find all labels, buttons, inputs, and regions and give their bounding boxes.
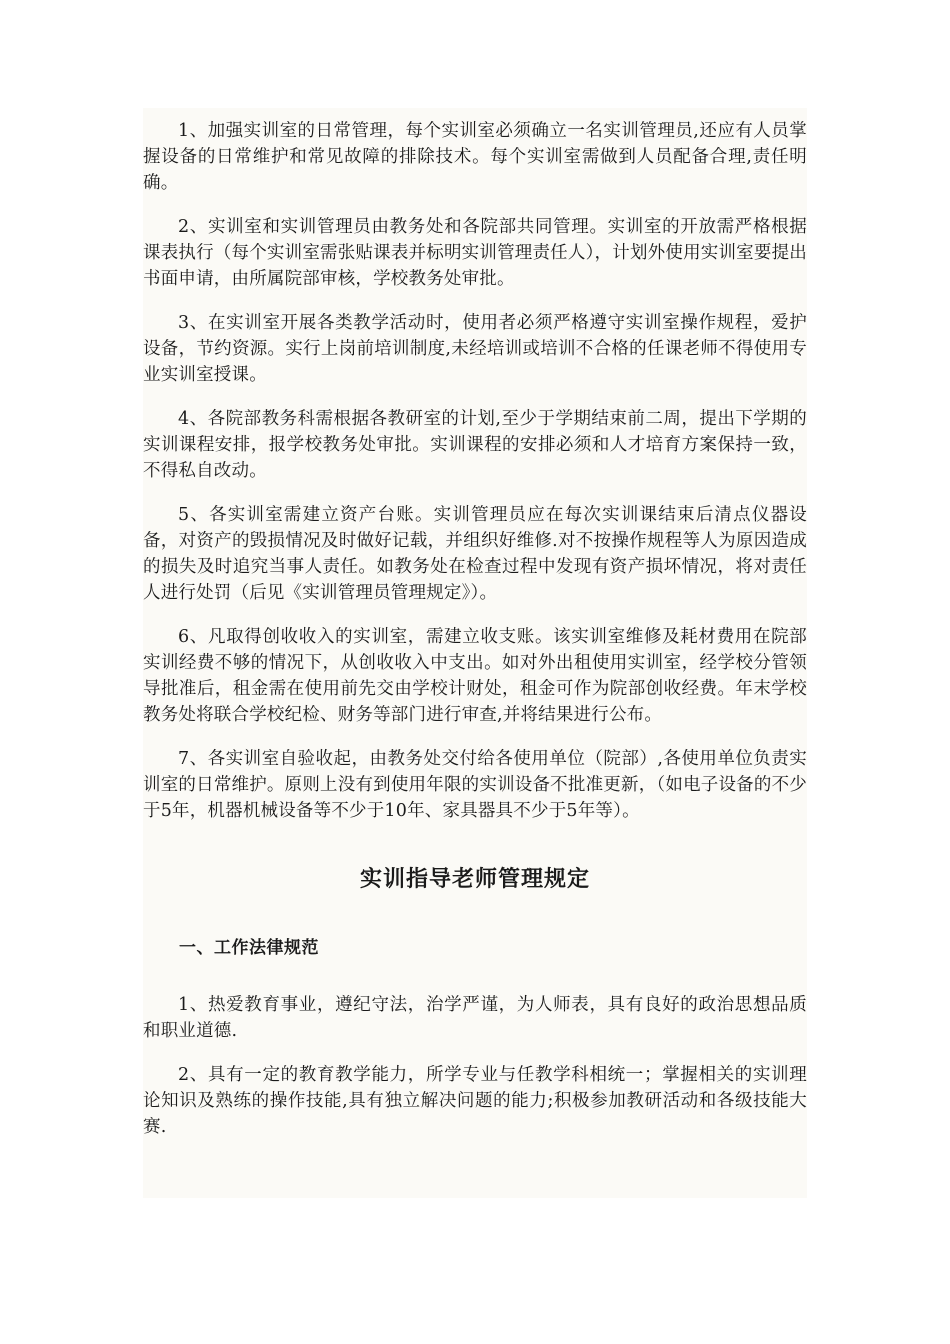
document-body — [143, 118, 807, 1158]
paragraph-3: 3、在实训室开展各类教学活动时，使用者必须严格遵守实训室操作规程，爱护设备，节约资源。实行上岗前培训制度,未经培训或培训不合格的任课老师不得使用专业实训室授课。 — [143, 313, 807, 385]
paragraph-6: 6、凡取得创收收入的实训室，需建立收支账。该实训室维修及耗材费用在院部实训经费不够的情况下，从创收收入中支出。如对外出租使用实训室，经学校分管领导批准后，租金需在使用前先交由学校计财处，租金可作为院部创收经费。年末学校教务处将联合学校纪检、财务等部门进行审查,并将结果进行公布。 — [143, 627, 807, 725]
paragraph-7: 7、各实训室自验收起，由教务处交付给各使用单位（院部）,各使用单位负责实训室的日常维护。原则上没有到使用年限的实训设备不批准更新，（如电子设备的不少于5年，机器机械设备等不少于10年、家具器具不少于5年等）。 — [143, 749, 807, 821]
document-title: 实训指导老师管理规定 — [359, 867, 590, 892]
paragraph-4: 4、各院部教务科需根据各教研室的计划,至少于学期结束前二周，提出下学期的实训课程安排，报学校教务处审批。实训课程的安排必须和人才培育方案保持一致，不得私自改动。 — [143, 409, 807, 481]
rule-paragraph-2: 2、具有一定的教育教学能力，所学专业与任教学科相统一；掌握相关的实训理论知识及熟练的操作技能,具有独立解决问题的能力;积极参加教研活动和各级技能大赛. — [143, 1065, 807, 1137]
paragraph-2: 2、实训室和实训管理员由教务处和各院部共同管理。实训室的开放需严格根据课表执行（每个实训室需张贴课表并标明实训管理责任人），计划外使用实训室要提出书面申请，由所属院部审核，学校教务处审批。 — [143, 217, 807, 289]
section-heading: 一、工作法律规范 — [179, 938, 319, 958]
paragraph-5: 5、各实训室需建立资产台账。实训管理员应在每次实训课结束后清点仪器设备，对资产的毁损情况及时做好记载，并组织好维修.对不按操作规程等人为原因造成的损失及时追究当事人责任。如教务处在检查过程中发现有资产损坏情况，将对责任人进行处罚（后见《实训管理员管理规定》）。 — [143, 505, 807, 603]
rule-paragraph-1: 1、热爱教育事业，遵纪守法，治学严谨，为人师表，具有良好的政治思想品质和职业道德. — [143, 995, 807, 1041]
paragraph-1: 1、加强实训室的日常管理，每个实训室必须确立一名实训管理员,还应有人员掌握设备的日常维护和常见故障的排除技术。每个实训室需做到人员配备合理,责任明确。 — [143, 121, 807, 193]
